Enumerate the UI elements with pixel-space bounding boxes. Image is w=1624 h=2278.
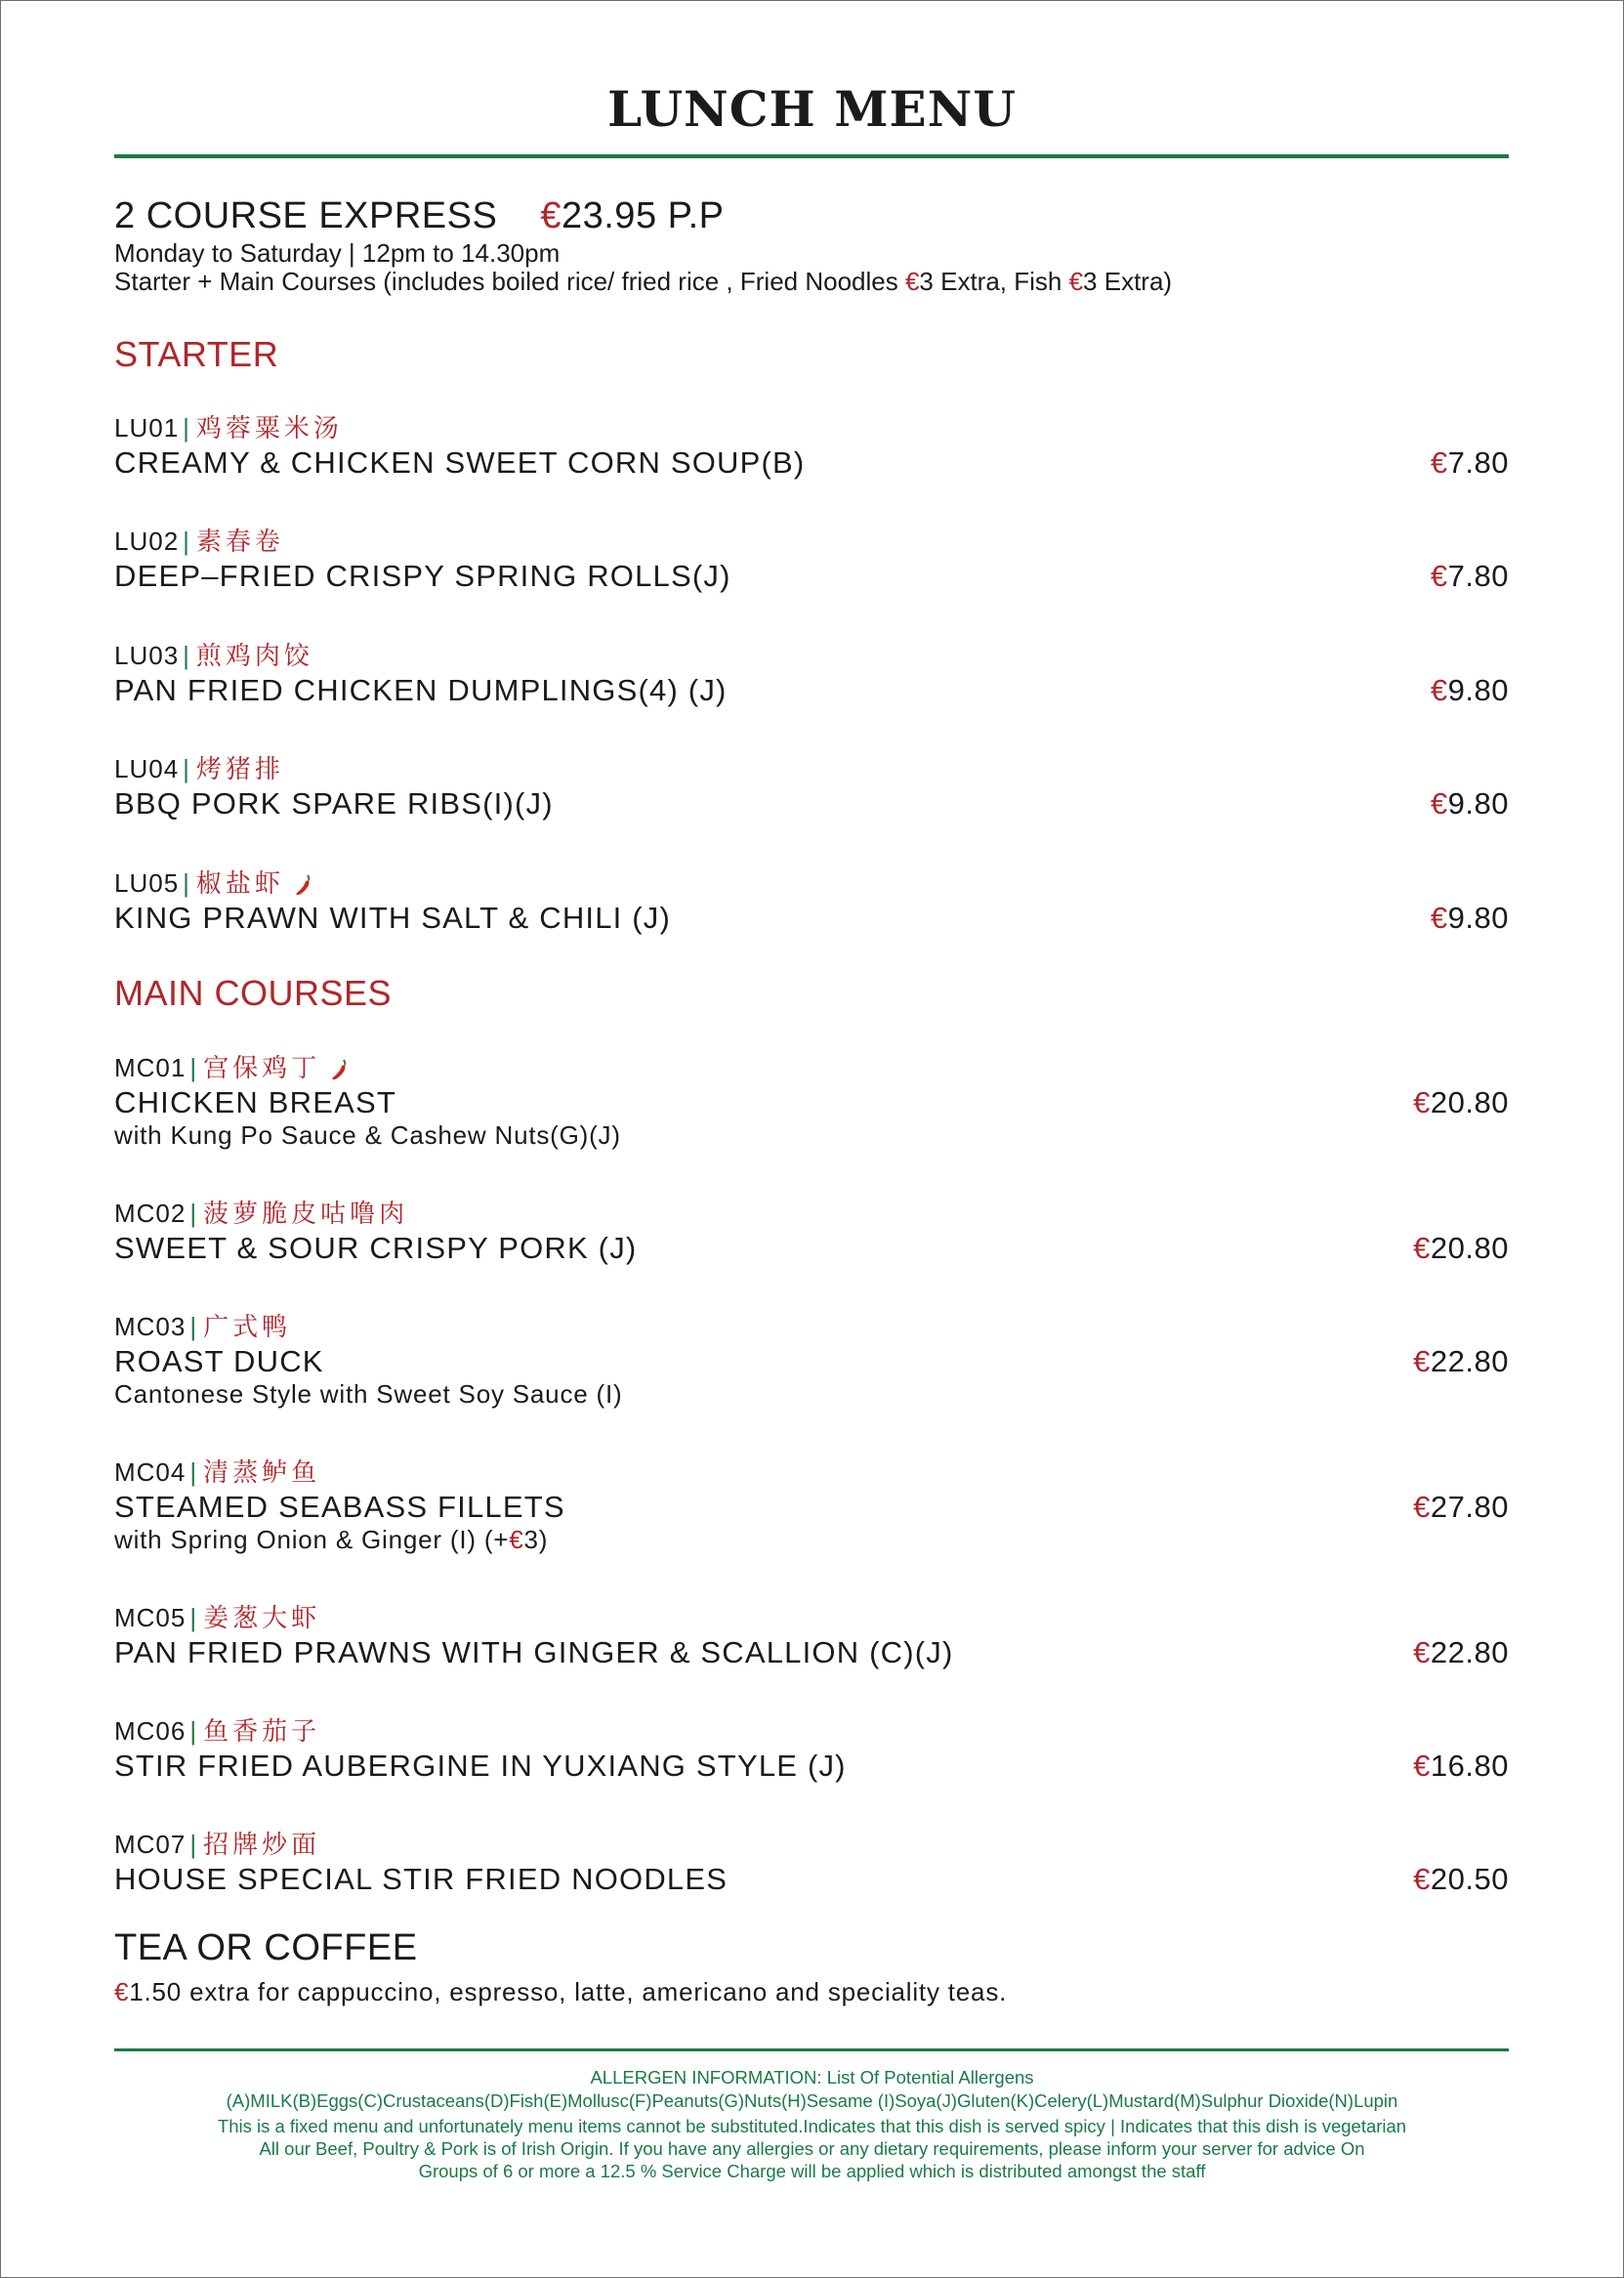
- item-code: MC07: [114, 1830, 187, 1859]
- express-includes: [114, 267, 1172, 297]
- divider-bar: |: [189, 1199, 198, 1228]
- item-code-line: [114, 636, 313, 672]
- item-price-value: 20.80: [1430, 1231, 1509, 1265]
- item-code: MC02: [114, 1199, 187, 1228]
- item-price-value: 9.80: [1447, 673, 1509, 707]
- euro-sign: €: [540, 195, 562, 236]
- item-price: [1413, 1635, 1509, 1670]
- item-code-line: [114, 864, 313, 900]
- euro-sign: €: [1413, 1749, 1431, 1783]
- item-name: ROAST DUCK: [114, 1344, 324, 1378]
- item-chinese-name: 素春卷: [195, 527, 284, 557]
- item-chinese-name: 招牌炒面: [203, 1831, 321, 1860]
- euro-sign: €: [1413, 1085, 1431, 1119]
- item-code-line: [114, 408, 343, 444]
- divider-bar: |: [189, 1312, 198, 1341]
- item-code: LU03: [114, 641, 180, 670]
- item-chinese-name: 菠萝脆皮咕噜肉: [203, 1200, 409, 1229]
- item-price: [1431, 786, 1509, 822]
- item-price-value: 22.80: [1430, 1635, 1509, 1669]
- item-code-line: [114, 1048, 350, 1084]
- chili-icon: [328, 1058, 350, 1081]
- item-code-line: [114, 1711, 320, 1748]
- express-hours: Monday to Saturday | 12pm to 14.30pm: [114, 238, 561, 268]
- origin-note: All our Beef, Poultry & Pork is of Irish Origin. If you have any allergies or any dietary requirements, please inform your server for advice On: [259, 2138, 1365, 2159]
- euro-sign: €: [1430, 786, 1448, 821]
- tea-heading: TEA OR COFFEE: [114, 1927, 418, 1968]
- divider-bar: |: [183, 527, 190, 556]
- service-charge-note: Groups of 6 or more a 12.5 % Service Charge will be applied which is distributed amongst the staff: [418, 2161, 1206, 2181]
- includes-text: Starter + Main Courses (includes boiled rice/ fried rice , Fried Noodles: [114, 267, 905, 296]
- tea-note-text: 1.50 extra for cappuccino, espresso, latte, americano and speciality teas.: [129, 1977, 1008, 2006]
- item-price-value: 27.80: [1430, 1490, 1509, 1524]
- item-chinese-name: 鱼香茄子: [203, 1717, 321, 1747]
- euro-sign: €: [1413, 1344, 1431, 1378]
- divider-bar: |: [189, 1457, 198, 1487]
- main-courses-heading: MAIN COURSES: [114, 973, 393, 1013]
- item-price: [1413, 1231, 1509, 1266]
- item-price: [1431, 445, 1509, 481]
- item-price: [1431, 901, 1509, 936]
- item-chinese-name: 烤猪排: [195, 755, 284, 784]
- item-code: MC01: [114, 1053, 187, 1082]
- euro-sign: €: [1430, 901, 1448, 935]
- item-price: [1413, 1862, 1509, 1897]
- bottom-divider: [114, 2048, 1509, 2051]
- item-code: MC06: [114, 1716, 187, 1746]
- express-price: 23.95 P.P: [561, 195, 725, 236]
- item-description-text: with Spring Onion & Ginger (I) (+: [114, 1525, 510, 1554]
- euro-sign: €: [904, 267, 920, 296]
- divider-bar: |: [189, 1716, 198, 1746]
- item-code: LU02: [114, 527, 180, 556]
- item-name: PAN FRIED CHICKEN DUMPLINGS(4) (J): [114, 673, 728, 707]
- euro-sign: €: [1413, 1862, 1431, 1896]
- item-price: [1413, 1749, 1509, 1784]
- item-description-text: 3): [523, 1525, 549, 1554]
- item-description: with Kung Po Sauce & Cashew Nuts(G)(J): [114, 1120, 621, 1150]
- euro-sign: €: [1430, 445, 1448, 480]
- chili-icon: [292, 873, 313, 897]
- item-name: STIR FRIED AUBERGINE IN YUXIANG STYLE (J): [114, 1749, 847, 1783]
- item-code: MC05: [114, 1603, 187, 1632]
- item-code-line: [114, 1194, 408, 1230]
- item-name: HOUSE SPECIAL STIR FRIED NOODLES: [114, 1862, 729, 1896]
- item-price-value: 7.80: [1447, 559, 1509, 593]
- euro-sign: €: [114, 1977, 130, 2006]
- item-price-value: 22.80: [1430, 1344, 1509, 1378]
- item-chinese-name: 广式鸭: [203, 1313, 292, 1342]
- item-code: LU05: [114, 868, 180, 898]
- item-code: MC04: [114, 1457, 187, 1487]
- item-chinese-name: 清蒸鲈鱼: [203, 1458, 321, 1488]
- divider-bar: |: [189, 1053, 198, 1082]
- item-price: [1431, 559, 1509, 594]
- divider-bar: |: [183, 641, 190, 670]
- item-name: STEAMED SEABASS FILLETS: [114, 1490, 565, 1524]
- euro-sign: €: [1413, 1231, 1431, 1265]
- item-code-line: [114, 1453, 320, 1489]
- euro-sign: €: [1430, 559, 1448, 593]
- item-name: BBQ PORK SPARE RIBS(I)(J): [114, 786, 554, 821]
- item-chinese-name: 姜葱大虾: [203, 1604, 321, 1633]
- euro-sign: €: [1430, 673, 1448, 707]
- item-price-value: 20.80: [1430, 1085, 1509, 1119]
- fixed-menu-note: This is a fixed menu and unfortunately menu items cannot be substituted.Indicates that this dish is served spicy | Indicates that this dish is vegetarian: [217, 2116, 1407, 2136]
- includes-text: 3 Extra): [1083, 267, 1173, 296]
- item-code-line: [114, 749, 284, 785]
- item-price-value: 7.80: [1447, 445, 1509, 480]
- item-chinese-name: 煎鸡肉饺: [195, 642, 313, 671]
- item-chinese-name: 椒盐虾: [195, 869, 284, 899]
- allergen-title: ALLERGEN INFORMATION: List Of Potential Allergens: [590, 2067, 1034, 2088]
- divider-bar: |: [189, 1830, 198, 1859]
- item-code-line: [114, 522, 284, 558]
- top-divider: [114, 154, 1509, 158]
- euro-sign: €: [509, 1525, 524, 1554]
- starter-heading: STARTER: [114, 334, 279, 374]
- item-name: KING PRAWN WITH SALT & CHILI (J): [114, 901, 672, 935]
- item-price: [1413, 1344, 1509, 1379]
- divider-bar: |: [183, 868, 190, 898]
- item-name: PAN FRIED PRAWNS WITH GINGER & SCALLION (C)(J): [114, 1635, 954, 1669]
- tea-note: [114, 1977, 1007, 2007]
- euro-sign: €: [1068, 267, 1084, 296]
- item-code-line: [114, 1825, 320, 1861]
- euro-sign: €: [1413, 1490, 1431, 1524]
- allergen-list: (A)MILK(B)Eggs(C)Crustaceans(D)Fish(E)Mollusc(F)Peanuts(G)Nuts(H)Sesame (I)Soya(J)Gluten(K)Celery(L)Mustard(M)Sulphur Dioxide(N)Lupin: [226, 2090, 1398, 2111]
- euro-sign: €: [1413, 1635, 1431, 1669]
- item-price-value: 9.80: [1447, 786, 1509, 821]
- item-description: [114, 1525, 548, 1555]
- item-code: LU01: [114, 413, 180, 443]
- item-price-value: 9.80: [1447, 901, 1509, 935]
- item-code: LU04: [114, 754, 180, 783]
- item-price: [1413, 1085, 1509, 1120]
- item-name: DEEP–FRIED CRISPY SPRING ROLLS(J): [114, 559, 731, 593]
- menu-title: LUNCH MENU: [607, 80, 1017, 138]
- item-price: [1413, 1490, 1509, 1525]
- includes-text: 3 Extra, Fish: [919, 267, 1069, 296]
- divider-bar: |: [183, 754, 190, 783]
- item-code-line: [114, 1307, 291, 1343]
- item-code-line: [114, 1598, 320, 1634]
- item-chinese-name: 鸡蓉粟米汤: [195, 414, 343, 443]
- item-name: SWEET & SOUR CRISPY PORK (J): [114, 1231, 638, 1265]
- item-price-value: 20.50: [1430, 1862, 1509, 1896]
- express-offer: [114, 195, 725, 237]
- item-price-value: 16.80: [1430, 1749, 1509, 1783]
- item-code: MC03: [114, 1312, 187, 1341]
- divider-bar: |: [189, 1603, 198, 1632]
- item-chinese-name: 宫保鸡丁: [203, 1054, 321, 1083]
- express-name: 2 COURSE EXPRESS: [114, 195, 498, 236]
- item-name: CREAMY & CHICKEN SWEET CORN SOUP(B): [114, 445, 806, 480]
- item-name: CHICKEN BREAST: [114, 1085, 396, 1119]
- item-description: Cantonese Style with Sweet Soy Sauce (I): [114, 1379, 623, 1409]
- divider-bar: |: [183, 413, 190, 443]
- item-price: [1431, 673, 1509, 708]
